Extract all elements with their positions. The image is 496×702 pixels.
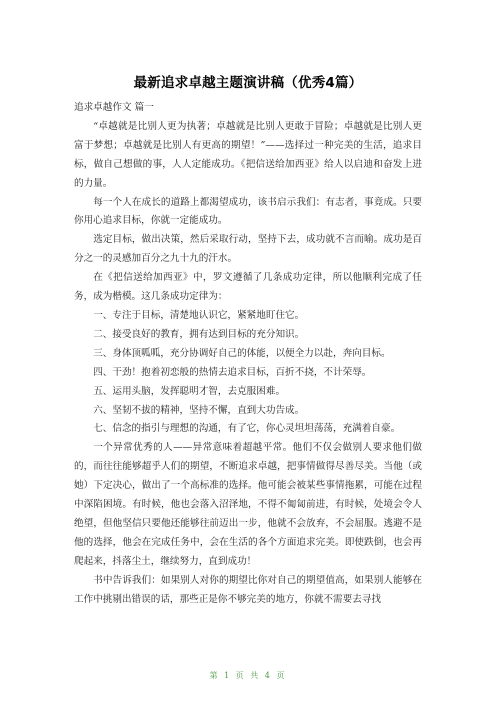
list-item: 七、信念的指引与理想的沟通，有了它，你心灵坦坦荡荡，充满着自豪。 <box>93 423 401 435</box>
list-item: 六、坚韧不拔的精神，坚持不懈，直到大功告成。 <box>93 404 305 416</box>
paragraph: 每一个人在成长的道路上都渴望成功，该书启示我们：有志者，事竟成。只要你用心追求目标，你就一定能成功。 <box>74 196 422 227</box>
document-title: 最新追求卓越主题演讲稿（优秀4篇） <box>133 75 363 91</box>
list-item: 五、运用头脑，发挥聪明才智，去克服困难。 <box>93 385 286 397</box>
list-item: 四、干劲！抱着初恋般的热情去追求目标，百折不挠，不计荣辱。 <box>93 366 372 378</box>
paragraph: 在《把信送给加西亚》中，罗文遵循了几条成功定律，所以他顺利完成了任务，成为楷模。这几条成功定律为： <box>74 272 422 303</box>
page-number: 第 1 页 共 4 页 <box>209 671 287 680</box>
paragraph: 选定目标，做出决策，然后采取行动，坚持下去，成功就不言而喻。成功是百分之一的灵感加百分之九十九的汗水。 <box>74 234 422 265</box>
list-item: 一、专注于目标，清楚地认识它，紧紧地盯住它。 <box>93 309 305 321</box>
paragraph: “卓越就是比别人更为执著；卓越就是比别人更敢于冒险；卓越就是比别人更富于梦想；卓越就是比别人有更高的期望！”——选择过一种完美的生活，追求目标，做自己想做的事，人人定能成功。《把信送给加西亚》给人以启迪和奋发上进的力量。 <box>74 120 422 189</box>
document-body <box>74 99 422 609</box>
list-item: 三、身体顶呱呱，充分协调好自己的体能，以便全力以赴，奔向目标。 <box>93 347 391 359</box>
paragraph: 书中告诉我们：如果别人对你的期望比你对自己的期望值高，如果别人能够在工作中挑剔出错误的话，那些正是你不够完美的地方，你就不需要去寻找 <box>74 574 422 605</box>
section-label: 追求卓越作文 篇一 <box>74 102 154 113</box>
list-item: 二、接受良好的教育，拥有达到目标的充分知识。 <box>93 328 305 340</box>
paragraph: 一个异常优秀的人——异常意味着超越平常。他们不仅会做别人要求他们做的，而往往能够超乎人们的期望，不断追求卓越，把事情做得尽善尽美。当他（或她）下定决心，做出了一个高标准的选择。他可能会被某些事情拖累，可能在过程中深陷困境。有时候，他也会落入沼泽地，不得不匍匐前进，有时候，处境会令人绝望，但他坚信只要他还能够往前迈出一步，他就不会放弃，不会屈服。逃避不是他的选择，他会在完成任务中，会在生活的各个方面追求完美。即使跌倒，也会再爬起来，抖落尘土，继续努力，直到成功！ <box>74 442 422 567</box>
